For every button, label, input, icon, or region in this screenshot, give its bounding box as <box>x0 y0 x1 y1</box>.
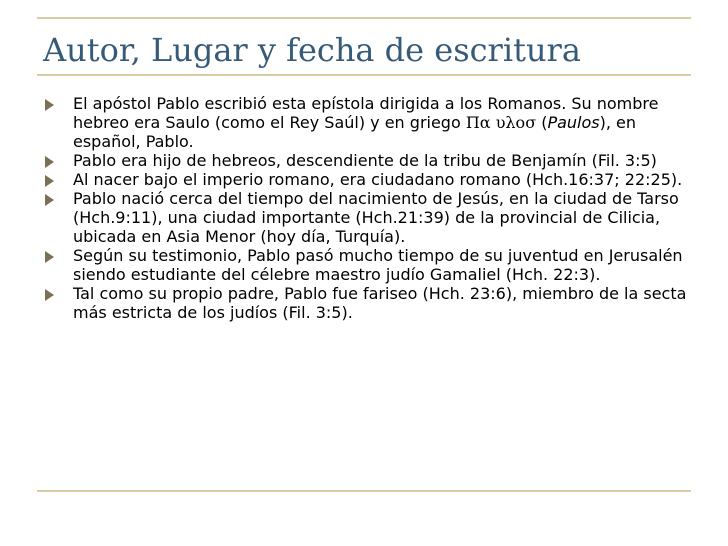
bullet-marker-icon <box>45 156 54 168</box>
bullet-item <box>43 151 688 170</box>
bullet-item <box>43 170 688 189</box>
bullet-text: Pablo era hijo de hebreos, descendiente de la tribu de Benjamín (Fil. 3:5) <box>73 151 657 170</box>
bullet-text: El apóstol Pablo escribió esta epístola dirigida a los Romanos. Su nombre hebreo era Saulo (como el Rey Saúl) y en griego <box>73 94 659 132</box>
bullet-item <box>43 246 688 284</box>
bullet-marker-icon <box>45 99 54 111</box>
bottom-divider <box>37 490 691 492</box>
bullet-marker-icon <box>45 194 54 206</box>
bullet-text: ( <box>536 113 548 132</box>
bullet-marker-icon <box>45 251 54 263</box>
latin-name: Paulos <box>547 113 600 132</box>
bullet-marker-icon <box>45 289 54 301</box>
bullet-text: Según su testimonio, Pablo pasó mucho tiempo de su juventud en Jerusalén siendo estudiante del célebre maestro judío Gamaliel (Hch. 22:3). <box>73 246 683 284</box>
bullet-text: Pablo nació cerca del tiempo del nacimiento de Jesús, en la ciudad de Tarso (Hch.9:11), una ciudad importante (Hch.21:39) de la provincial de Cilicia, ubicada en Asia Menor (hoy día, Turquía). <box>73 189 679 246</box>
title-divider <box>37 74 691 76</box>
greek-name: Πα υλοσ <box>465 113 537 132</box>
bullet-item <box>43 189 688 246</box>
bullet-list <box>43 94 688 322</box>
slide-title: Autor, Lugar y fecha de escritura <box>43 31 581 69</box>
bullet-marker-icon <box>45 175 54 187</box>
bullet-item <box>43 94 688 151</box>
bullet-text: Tal como su propio padre, Pablo fue fariseo (Hch. 23:6), miembro de la secta más estricta de los judíos (Fil. 3:5). <box>73 284 687 322</box>
top-divider <box>37 17 691 19</box>
bullet-item <box>43 284 688 322</box>
bullet-text: Al nacer bajo el imperio romano, era ciudadano romano (Hch.16:37; 22:25). <box>73 170 683 189</box>
bullet-text: ), en español, Pablo. <box>73 113 637 151</box>
